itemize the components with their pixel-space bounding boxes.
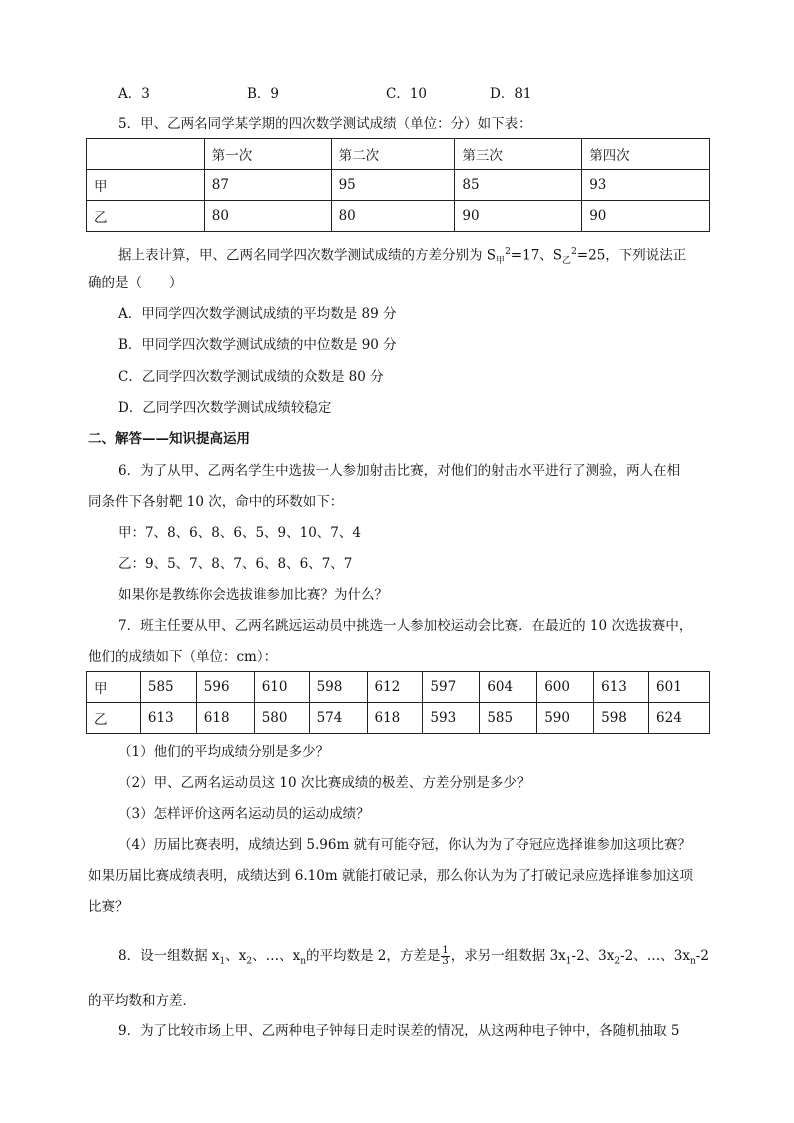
table-cell: 610 <box>254 672 309 703</box>
q8-subnb: n <box>689 956 696 967</box>
q5-option-b: B．甲同学四次数学测试成绩的中位数是 90 分 <box>118 337 397 353</box>
q9-line1: 9．为了比较市场上甲、乙两种电子钟每日走时误差的情况，从这两种电子钟中，各随机抽取 5 <box>118 1023 680 1039</box>
table-cell: 590 <box>537 703 594 734</box>
table-cell: 第四次 <box>582 139 710 170</box>
q5-end: =25，下列说法正 <box>576 247 687 264</box>
table-cell: 甲 <box>87 170 205 201</box>
table-cell: 600 <box>537 672 594 703</box>
fraction-denominator: 3 <box>442 956 449 967</box>
q6-yi: 乙：9、5、7、8、7、6、8、6、7、7 <box>118 556 353 572</box>
table-row <box>87 201 710 232</box>
table-cell: 585 <box>140 672 196 703</box>
table-cell: 613 <box>140 703 196 734</box>
q5-description <box>118 243 686 270</box>
option-b: B．9 <box>247 86 280 102</box>
table-cell: 第一次 <box>204 139 331 170</box>
q7-part4b: 如果历届比赛成绩表明，成绩达到 6.10m 就能打破记录，那么你认为为了打破记录应选择谁参加这项 <box>88 868 693 884</box>
q5-desc-b: 确的是（ ） <box>88 275 183 291</box>
table-cell: 598 <box>594 703 649 734</box>
table-cell: 604 <box>480 672 537 703</box>
q5-stem: 5．甲、乙两名同学某学期的四次数学测试成绩（单位：分）如下表： <box>118 116 532 132</box>
table-cell: 612 <box>367 672 423 703</box>
q8-text-a: 8．设一组数据 x <box>118 948 220 964</box>
table-cell: 593 <box>423 703 480 734</box>
q5-option-a: A．甲同学四次数学测试成绩的平均数是 89 分 <box>118 306 397 322</box>
q8-text-d: 的平均数是 2，方差是 <box>306 948 441 964</box>
table-cell: 613 <box>594 672 649 703</box>
table-cell: 597 <box>423 672 480 703</box>
section-title: 二、解答——知识提高运用 <box>88 431 250 447</box>
table-cell: 598 <box>309 672 367 703</box>
table-cell: 甲 <box>87 672 141 703</box>
option-a: A．3 <box>118 86 150 102</box>
table-cell: 93 <box>582 170 710 201</box>
q8-text-g: -2、…、3x <box>620 948 690 964</box>
q6-line2: 同条件下各射靶 10 次，命中的环数如下： <box>88 494 344 510</box>
q7-line1: 7．班主任要从甲、乙两名跳远运动员中挑选一人参加校运动会比赛．在最近的 10 次选拔赛中， <box>118 618 693 634</box>
q8-subn: n <box>300 956 307 967</box>
q8-sub2b: 2 <box>614 956 621 967</box>
table-cell: 80 <box>331 201 455 232</box>
table-cell <box>87 139 205 170</box>
q5-sub-yi: 乙 <box>562 256 572 267</box>
q5-option-c: C．乙同学四次数学测试成绩的众数是 80 分 <box>118 369 384 385</box>
q5-score-table <box>86 138 710 232</box>
table-cell: 85 <box>455 170 582 201</box>
q7-score-table <box>86 671 710 734</box>
q8-sub2: 2 <box>246 956 253 967</box>
table-row <box>87 703 710 734</box>
fraction-numerator: 1 <box>442 945 449 956</box>
table-cell: 585 <box>480 703 537 734</box>
q7-part4c: 比赛？ <box>88 899 129 915</box>
table-cell: 580 <box>254 703 309 734</box>
table-cell: 第三次 <box>455 139 582 170</box>
table-cell: 乙 <box>87 703 141 734</box>
q8-text-f: -2、3x <box>571 948 615 964</box>
q8-text-e: ，求另一组数据 3x <box>450 948 566 964</box>
table-cell: 80 <box>204 201 331 232</box>
table-cell: 90 <box>582 201 710 232</box>
table-cell: 乙 <box>87 201 205 232</box>
q6-line1: 6．为了从甲、乙两名学生中选拔一人参加射击比赛，对他们的射击水平进行了测验，两人在相 <box>118 463 681 479</box>
q6-question: 如果你是教练你会选拔谁参加比赛？为什么？ <box>118 587 388 603</box>
table-cell: 第二次 <box>331 139 455 170</box>
table-cell: 624 <box>649 703 710 734</box>
table-cell: 618 <box>367 703 423 734</box>
q8-sub1b: 1 <box>565 956 572 967</box>
q7-part3: （3）怎样评价这两名运动员的运动成绩？ <box>118 806 370 822</box>
q7-part1: （1）他们的平均成绩分别是多少？ <box>118 744 330 760</box>
q5-sq-2: 2 <box>571 247 577 257</box>
table-cell: 618 <box>196 703 254 734</box>
option-c: C．10 <box>386 86 428 102</box>
q6-jia: 甲：7、8、6、8、6、5、9、10、7、4 <box>118 525 361 541</box>
q8-text-b: 、x <box>225 948 247 964</box>
q5-option-d: D．乙同学四次数学测试成绩较稳定 <box>118 400 332 416</box>
table-cell: 601 <box>649 672 710 703</box>
q7-part4a: （4）历届比赛表明，成绩达到 5.96m 就有可能夺冠，你认为为了夺冠应选择谁参加这项比赛？ <box>118 837 692 853</box>
q7-line2: 他们的成绩如下（单位：cm）： <box>88 649 278 665</box>
table-row <box>87 170 710 201</box>
table-cell: 95 <box>331 170 455 201</box>
table-cell: 574 <box>309 703 367 734</box>
q5-sub-jia: 甲 <box>496 256 506 267</box>
q8-line2: 的平均数和方差． <box>88 993 196 1009</box>
q8-text-c: 、…、x <box>252 948 301 964</box>
table-row <box>87 672 710 703</box>
q5-sq-1: 2 <box>505 247 511 257</box>
table-header-row <box>87 139 710 170</box>
q8-line1 <box>118 946 709 971</box>
option-d: D．81 <box>490 86 532 102</box>
q5-desc-a: 据上表计算，甲、乙两名同学四次数学测试成绩的方差分别为 S <box>118 247 497 264</box>
q7-part2: （2）甲、乙两名运动员这 10 次比赛成绩的极差、方差分别是多少？ <box>118 775 531 791</box>
q5-mid: =17、S <box>510 247 563 264</box>
q8-text-h: -2 <box>695 948 709 964</box>
table-cell: 596 <box>196 672 254 703</box>
q8-fraction <box>441 946 449 967</box>
q8-sub1: 1 <box>219 956 226 967</box>
table-cell: 87 <box>204 170 331 201</box>
table-cell: 90 <box>455 201 582 232</box>
